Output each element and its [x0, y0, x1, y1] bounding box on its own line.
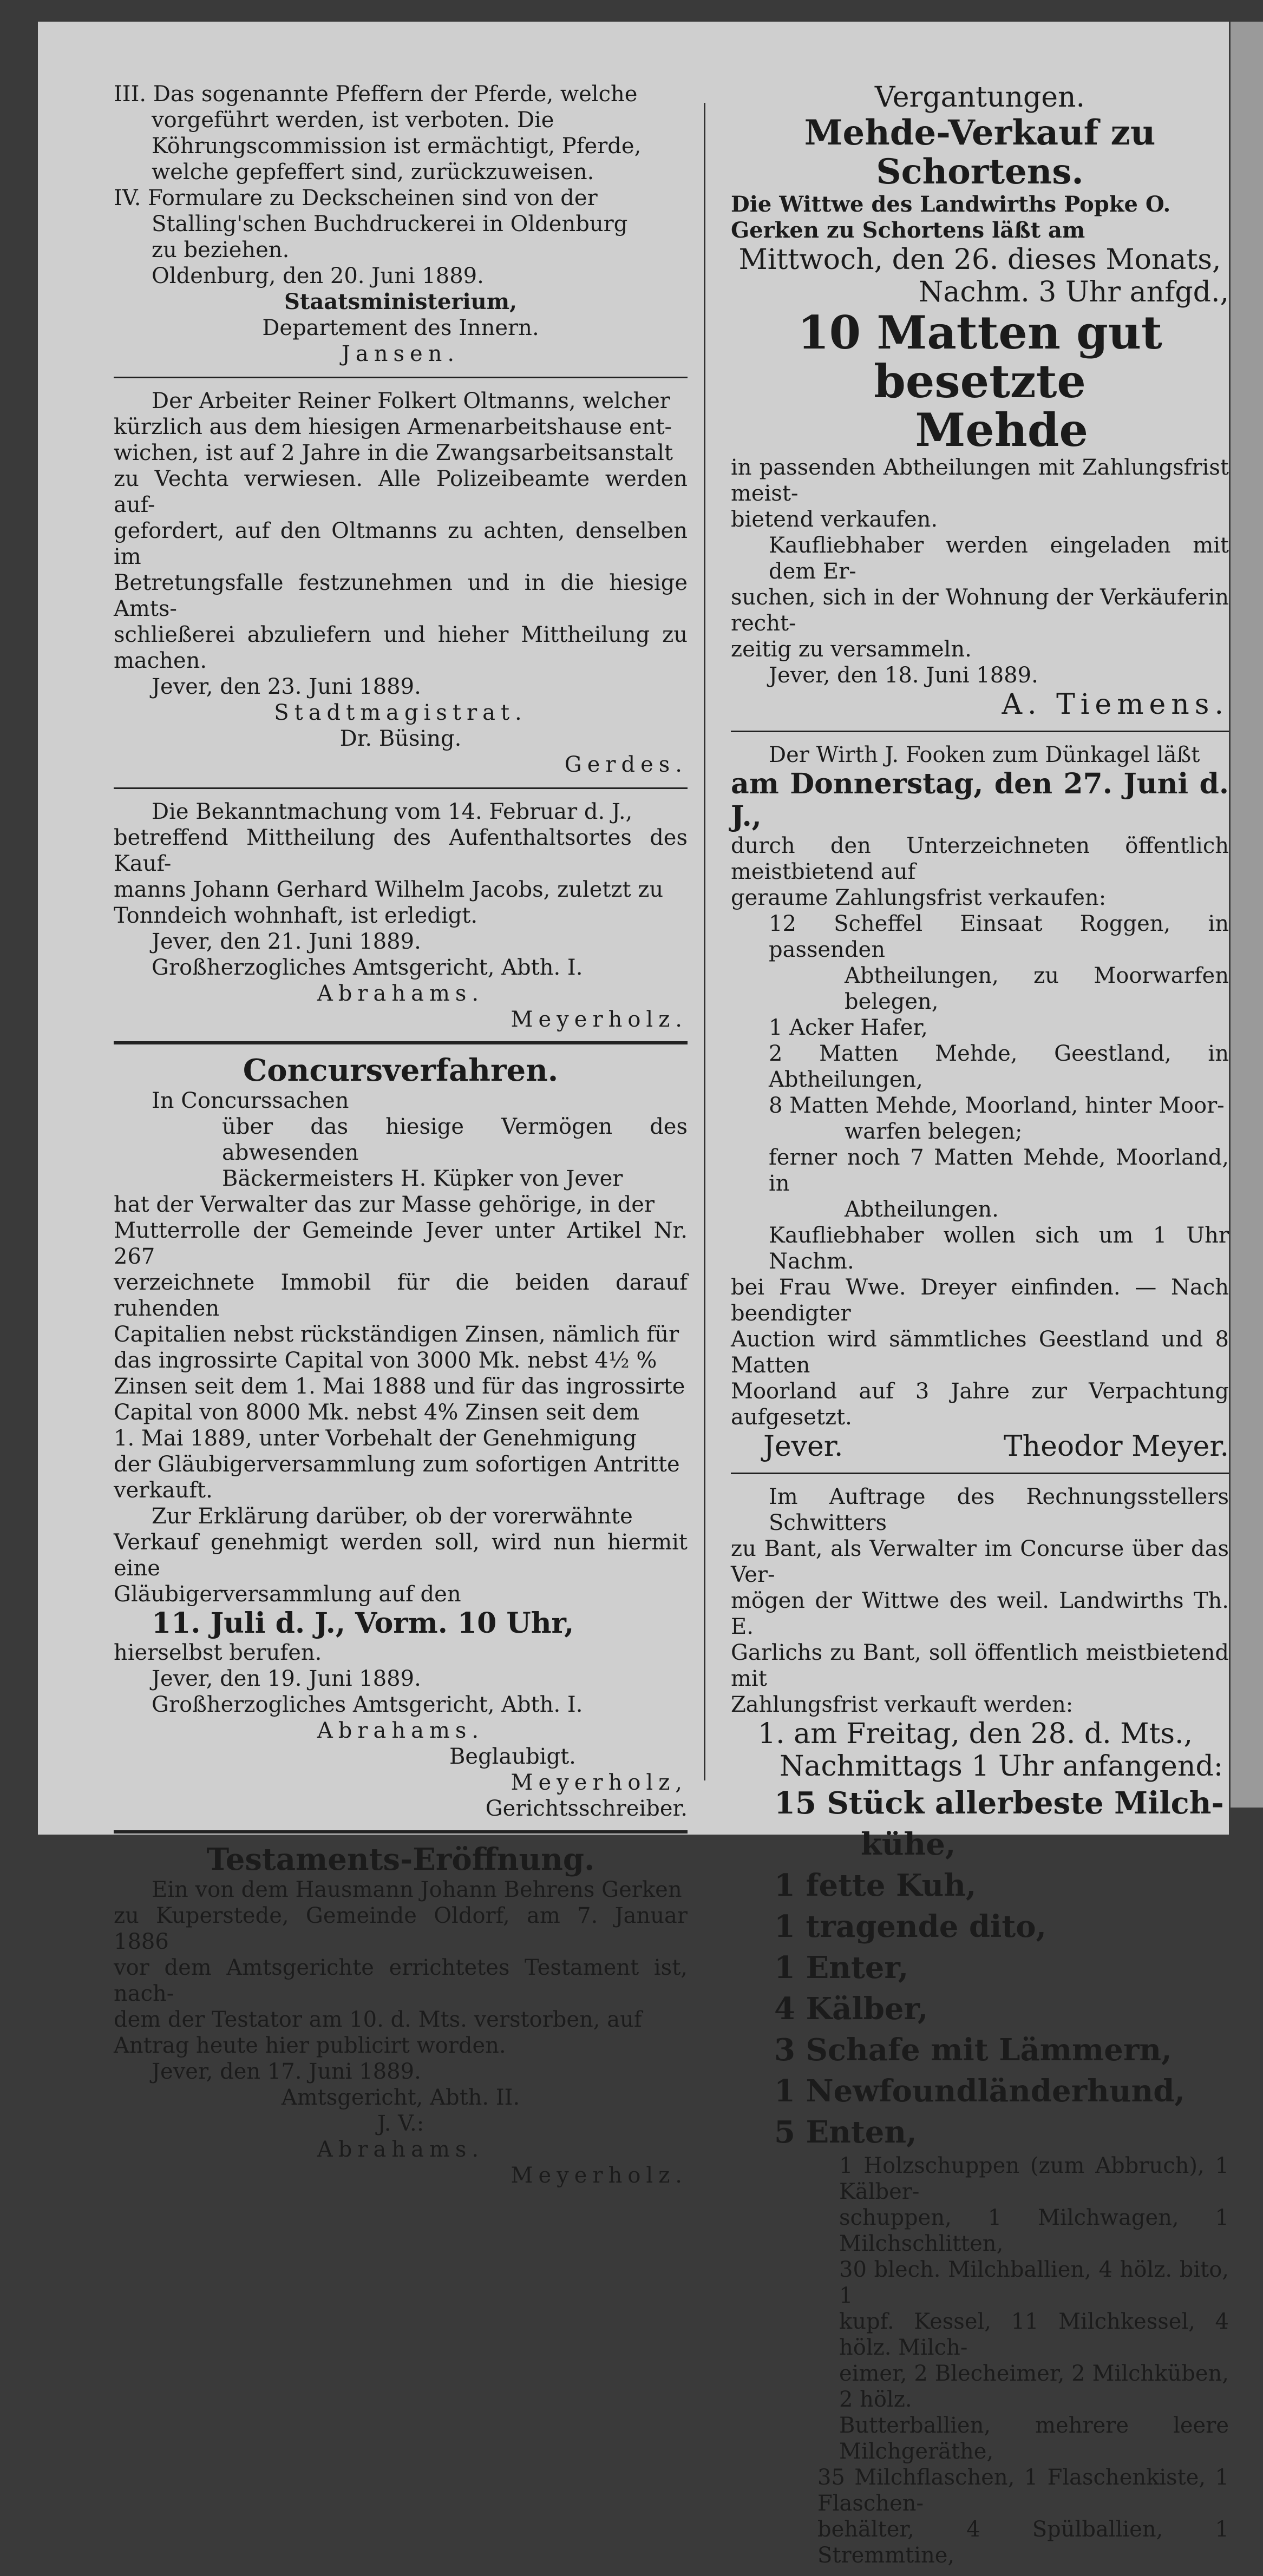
list-line: Abtheilungen, zu Moorwarfen belegen, — [845, 963, 1229, 1014]
signature: Theodor Meyer. — [1003, 1430, 1229, 1463]
animal-item: kühe, — [861, 1826, 956, 1862]
text-line: Die Wittwe des Landwirths Popke O. — [731, 192, 1171, 217]
column-divider — [704, 103, 705, 1780]
text-line: vorgeführt werden, ist verboten. Die — [152, 108, 554, 133]
text-line: Tonndeich wohnhaft, ist erledigt. — [114, 903, 478, 928]
signature-row — [731, 1430, 1229, 1463]
text-line: welche gepfeffert sind, zurückzuweisen. — [152, 160, 594, 185]
text-line: mögen der Wittwe des weil. Landwirths Th. E. — [731, 1588, 1229, 1639]
text-line: Ein von dem Hausmann Johann Behrens Gerken — [152, 1877, 682, 1902]
signature: Abrahams. — [317, 1718, 485, 1743]
text-line: Gerken zu Schortens läßt am — [731, 218, 1085, 243]
date-line: am Donnerstag, den 27. Juni d. J., — [731, 767, 1229, 833]
page-edge — [1231, 22, 1263, 1808]
text-line: 1. Mai 1889, unter Vorbehalt der Genehmigung — [114, 1426, 637, 1451]
text-line: Zur Erklärung darüber, ob der vorerwähnte — [152, 1504, 633, 1529]
text-line: hierselbst berufen. — [114, 1640, 322, 1665]
court: Amtsgericht, Abth. II. — [281, 2085, 520, 2110]
text-line: IV. Formulare zu Deckscheinen sind von der — [114, 186, 598, 211]
ad-fooken — [731, 742, 1229, 1463]
separator — [114, 787, 688, 789]
separator — [731, 1473, 1229, 1474]
date-line: 1. am Freitag, den 28. d. Mts., — [758, 1718, 1193, 1750]
text-line: Kaufliebhaber wollen sich um 1 Uhr Nachm. — [769, 1223, 1229, 1274]
text-line: zu beziehen. — [152, 238, 290, 262]
section-heading: Testaments-Eröffnung. — [206, 1842, 595, 1877]
text-line: Zahlungsfrist verkauft werden: — [731, 1692, 1074, 1717]
section-heading: Concursverfahren. — [243, 1053, 559, 1088]
list-line: 12 Scheffel Einsaat Roggen, in passenden — [769, 911, 1229, 962]
animal-item: 1 Newfoundländerhund, — [774, 2073, 1185, 2109]
clerk: Gerdes. — [564, 752, 688, 777]
big-headline: Mehde — [915, 403, 1088, 457]
list-line: warfen belegen; — [845, 1119, 1023, 1144]
place-date: Jever, den 18. Juni 1889. — [769, 663, 1038, 688]
text-line: zu Kuperstede, Gemeinde Oldorf, am 7. Januar 1886 — [114, 1903, 688, 1954]
place-date: Jever, den 17. Juni 1889. — [152, 2059, 421, 2084]
text-line: hat der Verwalter das zur Masse gehörige, in der — [114, 1192, 655, 1217]
text-line: Mutterrolle der Gemeinde Jever unter Artikel Nr. 267 — [114, 1218, 688, 1269]
text-line: Auction wird sämmtliches Geestland und 8 Matten — [731, 1327, 1229, 1378]
text-line: Garlichs zu Bant, soll öffentlich meistbietend mit — [731, 1640, 1229, 1691]
date-line: Mittwoch, den 26. dieses Monats, — [738, 244, 1221, 276]
animal-item: 1 tragende dito, — [774, 1909, 1047, 1944]
text-line: Der Wirth J. Fooken zum Dünkagel läßt — [769, 742, 1200, 767]
ad-garlichs — [731, 1484, 1229, 2568]
text-line: Gläubigerversammlung auf den — [114, 1582, 461, 1607]
notice-concurs — [114, 1053, 688, 1822]
list-line: Abtheilungen. — [845, 1197, 999, 1222]
text-line: betreffend Mittheilung des Aufenthaltsortes des Kauf- — [114, 825, 688, 876]
clerk-title: Gerichtsschreiber. — [485, 1796, 688, 1821]
animal-item: 1 fette Kuh, — [774, 1868, 977, 1903]
authority: Staatsministerium, — [284, 289, 518, 314]
text-line: schließerei abzuliefern und hieher Mittheilung zu machen. — [114, 622, 688, 673]
list-line: 8 Matten Mehde, Moorland, hinter Moor- — [769, 1093, 1225, 1118]
text-line: 30 blech. Milchballien, 4 hölz. bito, 1 — [839, 2257, 1229, 2308]
certified: Beglaubigt. — [449, 1744, 576, 1769]
clerk: Meyerholz, — [511, 1770, 688, 1795]
clerk: Meyerholz. — [511, 1007, 688, 1032]
text-line: behälter, 4 Spülballien, 1 Stremmtine, — [817, 2517, 1229, 2568]
date-line: Nachm. 3 Uhr anfgd., — [918, 276, 1229, 308]
section-heading-small: Vergantungen. — [874, 81, 1085, 114]
text-line: Capitalien nebst rückständigen Zinsen, nämlich für — [114, 1322, 679, 1347]
left-column — [114, 81, 688, 2196]
text-line: Kaufliebhaber werden eingeladen mit dem Er- — [769, 533, 1229, 584]
separator — [114, 377, 688, 378]
place-date: Jever, den 21. Juni 1889. — [152, 929, 421, 954]
text-line: Die Bekanntmachung vom 14. Februar d. J., — [152, 799, 633, 824]
text-line: zeitig zu versammeln. — [731, 637, 972, 662]
text-line: Verkauf genehmigt werden soll, wird nun hiermit eine — [114, 1530, 688, 1581]
text-line: Capital von 8000 Mk. nebst 4% Zinsen seit dem — [114, 1400, 640, 1425]
place-date: Jever, den 23. Juni 1889. — [152, 674, 421, 699]
place-date: Oldenburg, den 20. Juni 1889. — [152, 264, 484, 288]
text-line: III. Das sogenannte Pfeffern der Pferde, welche — [114, 82, 638, 107]
signature: Jansen. — [341, 341, 460, 366]
text-line: Der Arbeiter Reiner Folkert Oltmanns, welcher — [152, 389, 670, 413]
animal-item: 1 Enter, — [774, 1950, 909, 1986]
signature: Abrahams. — [317, 2137, 485, 2162]
animal-item: 5 Enten, — [774, 2114, 917, 2150]
section-heading: Mehde-Verkauf zu Schortens. — [804, 113, 1156, 192]
place: Jever. — [763, 1430, 843, 1463]
place-date: Jever, den 19. Juni 1889. — [152, 1666, 421, 1691]
text-line: in passenden Abtheilungen mit Zahlungsfrist meist- — [731, 455, 1229, 506]
notice-jacobs — [114, 799, 688, 1033]
list-line: 2 Matten Mehde, Geestland, in Abtheilungen, — [769, 1041, 1229, 1092]
text-line: Im Auftrage des Rechnungsstellers Schwitters — [769, 1484, 1229, 1535]
text-line: Stalling'schen Buchdruckerei in Oldenburg — [152, 212, 628, 236]
department: Departement des Innern. — [262, 316, 539, 340]
meeting-date: 11. Juli d. J., Vorm. 10 Uhr, — [152, 1607, 574, 1640]
separator — [731, 731, 1229, 732]
text-line: Betretungsfalle festzunehmen und in die hiesige Amts- — [114, 570, 688, 621]
text-line: In Concurssachen — [152, 1088, 349, 1113]
separator — [114, 1041, 688, 1044]
text-line: Bäckermeisters H. Küpker von Jever — [222, 1166, 623, 1191]
text-line: kürzlich aus dem hiesigen Armenarbeitshause ent- — [114, 415, 672, 439]
ad-mehde-verkauf — [731, 81, 1229, 721]
text-line: das ingrossirte Capital von 3000 Mk. nebst 4½ % — [114, 1348, 657, 1373]
text-line: verkauft. — [114, 1478, 213, 1503]
text-line: der Gläubigerversammlung zum sofortigen Antritte — [114, 1452, 680, 1477]
authority: Stadtmagistrat. — [274, 700, 527, 725]
text-line: 1 Holzschuppen (zum Abbruch), 1 Kälber- — [839, 2153, 1229, 2204]
court: Großherzogliches Amtsgericht, Abth. I. — [152, 955, 583, 980]
animal-item: 4 Kälber, — [774, 1991, 928, 2027]
text-line: Butterballien, mehrere leere Milchgeräthe, — [839, 2413, 1229, 2464]
text-line: bietend verkaufen. — [731, 507, 938, 532]
animal-item: 3 Schafe mit Lämmern, — [774, 2032, 1172, 2068]
text-line: Köhrungscommission ist ermächtigt, Pferde, — [152, 134, 642, 159]
text-line: 35 Milchflaschen, 1 Flaschenkiste, 1 Flaschen- — [817, 2465, 1229, 2516]
text-line: über das hiesige Vermögen des abwesenden — [222, 1114, 688, 1165]
right-column — [731, 81, 1229, 2576]
signature: A. Tiemens. — [1002, 688, 1229, 721]
text-line: schuppen, 1 Milchwagen, 1 Milchschlitten, — [839, 2205, 1229, 2256]
text-line: dem der Testator am 10. d. Mts. verstorben, auf — [114, 2007, 642, 2032]
separator — [114, 1830, 688, 1834]
text-line: vor dem Amtsgerichte errichtetes Testament ist, nach- — [114, 1955, 688, 2006]
text-line: bei Frau Wwe. Dreyer einfinden. — Nach beendigter — [731, 1275, 1229, 1326]
text-line: durch den Unterzeichneten öffentlich meistbietend auf — [731, 833, 1229, 884]
court: Großherzogliches Amtsgericht, Abth. I. — [152, 1692, 583, 1717]
animal-item: 15 Stück allerbeste Milch- — [774, 1785, 1224, 1821]
text-line: gefordert, auf den Oltmanns zu achten, denselben im — [114, 518, 688, 569]
list-line: ferner noch 7 Matten Mehde, Moorland, in — [769, 1145, 1229, 1196]
text-line: zu Bant, als Verwalter im Concurse über das Ver- — [731, 1536, 1229, 1587]
text-line: manns Johann Gerhard Wilhelm Jacobs, zuletzt zu — [114, 877, 664, 902]
text-line: verzeichnete Immobil für die beiden darauf ruhenden — [114, 1270, 688, 1321]
pv: J. V.: — [377, 2111, 424, 2136]
notice-oltmanns — [114, 388, 688, 778]
text-line: wichen, ist auf 2 Jahre in die Zwangsarbeitsanstalt — [114, 441, 673, 465]
notice-testament — [114, 1842, 688, 2189]
text-line: suchen, sich in der Wohnung der Verkäuferin recht- — [731, 585, 1229, 636]
text-line: zu Vechta verwiesen. Alle Polizeibeamte werden auf- — [114, 466, 688, 517]
clerk: Meyerholz. — [511, 2163, 688, 2188]
text-line: geraume Zahlungsfrist verkaufen: — [731, 885, 1107, 910]
text-line: Zinsen seit dem 1. Mai 1888 und für das ingrossirte — [114, 1374, 685, 1399]
text-line: Moorland auf 3 Jahre zur Verpachtung aufgesetzt. — [731, 1379, 1229, 1430]
text-line: kupf. Kessel, 11 Milchkessel, 4 hölz. Milch- — [839, 2309, 1229, 2360]
text-line: Antrag heute hier publicirt worden. — [114, 2033, 506, 2058]
signature: Abrahams. — [317, 981, 485, 1006]
date-line: Nachmittags 1 Uhr anfangend: — [780, 1750, 1223, 1783]
text-line: eimer, 2 Blecheimer, 2 Milchküben, 2 hölz. — [839, 2361, 1229, 2412]
signature: Dr. Büsing. — [339, 726, 462, 751]
list-line: 1 Acker Hafer, — [769, 1015, 928, 1040]
notice-pferde — [114, 81, 688, 367]
big-headline: 10 Matten gut besetzte — [797, 306, 1162, 408]
